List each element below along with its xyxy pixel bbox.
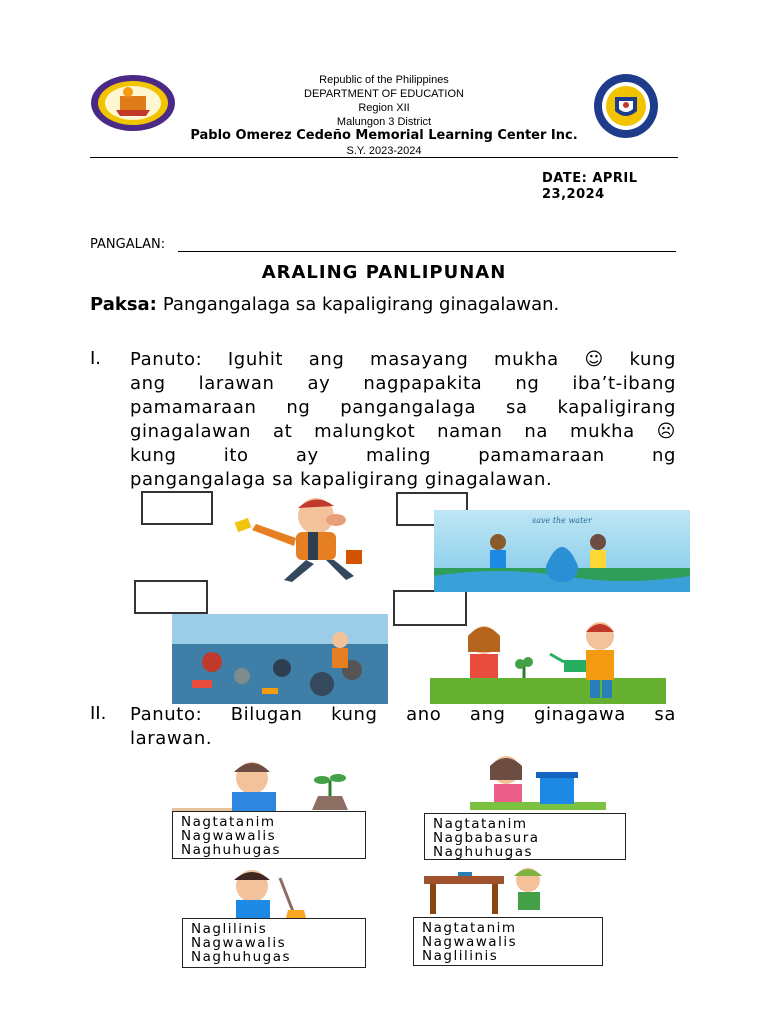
choice-option[interactable]: Nagwawalis — [422, 934, 518, 950]
topic-text: Pangangalaga sa kapaligirang ginagalawan. — [162, 294, 560, 315]
part2-instructions — [130, 703, 676, 751]
date-line-2: 23,2024 — [542, 187, 605, 202]
choice-option[interactable]: Naglilinis — [191, 921, 268, 937]
part1-line: pangangalaga sa kapaligirang ginagalawan. — [130, 469, 553, 490]
choice-box-2 — [424, 813, 626, 860]
part1-line: ang larawan ay nagpapakita ng iba’t-ibang — [130, 373, 676, 394]
part1-number: I. — [90, 348, 102, 369]
choice-option[interactable]: Naghuhugas — [191, 949, 292, 965]
choice-option[interactable]: Nagtatanim — [181, 814, 276, 830]
choice-option[interactable]: Nagbabasura — [433, 830, 540, 846]
school-year: S.Y. 2023-2024 — [346, 145, 422, 157]
poster-caption: save the water — [532, 516, 592, 525]
name-label: PANGALAN: — [90, 237, 166, 252]
part1-line: kung ito ay maling pamamaraan ng — [130, 445, 676, 466]
choice-option[interactable]: Naglilinis — [422, 948, 499, 964]
header-district: Malungon 3 District — [336, 116, 432, 128]
choice-option[interactable]: Naghuhugas — [181, 842, 282, 858]
header-department: DEPARTMENT OF EDUCATION — [304, 88, 464, 100]
part2-line: larawan. — [130, 728, 213, 749]
choice-box-4 — [413, 917, 603, 966]
picture-boy-planting — [172, 758, 368, 814]
choice-box-1 — [172, 811, 366, 859]
part2-line: Panuto: Bilugan kung ano ang ginagawa sa — [130, 704, 676, 725]
picture-boy-cleaning-bench — [424, 866, 564, 918]
part1-line: ginagalawan at malungkot naman na mukha ☹ — [130, 421, 676, 442]
choice-option[interactable]: Nagtatanim — [433, 816, 528, 832]
picture-boy-sweeping — [210, 868, 320, 918]
school-name: Pablo Omerez Cedeño Memorial Learning Center Inc. — [190, 128, 578, 143]
picture-girl-recycling — [470, 754, 606, 810]
choice-box-3 — [182, 918, 366, 968]
choice-option[interactable]: Nagtatanim — [422, 920, 517, 936]
picture-polluted-water — [172, 614, 388, 704]
page-title: ARALING PANLIPUNAN — [261, 262, 507, 283]
part1-line: pamamaraan ng pangangalaga sa kapaligirang — [130, 397, 676, 418]
header-republic: Republic of the Philippines — [319, 74, 449, 86]
answer-box-3[interactable] — [134, 580, 208, 614]
topic — [90, 294, 559, 315]
picture-save-water — [434, 510, 690, 592]
part2-number: II. — [90, 703, 107, 724]
header-region: Region XII — [358, 102, 410, 114]
choice-option[interactable]: Naghuhugas — [433, 844, 534, 860]
choice-option[interactable]: Nagwawalis — [191, 935, 287, 951]
part1-instructions — [130, 348, 676, 492]
date-line-1: DATE: APRIL — [542, 171, 638, 186]
picture-kids-watering — [430, 618, 666, 704]
choice-option[interactable]: Nagwawalis — [181, 828, 277, 844]
picture-man-littering — [196, 494, 396, 584]
part1-line: Panuto: Iguhit ang masayang mukha ☺ kung — [130, 349, 676, 370]
date — [542, 171, 638, 203]
name-line[interactable] — [178, 251, 676, 252]
topic-label: Paksa: — [90, 294, 157, 315]
